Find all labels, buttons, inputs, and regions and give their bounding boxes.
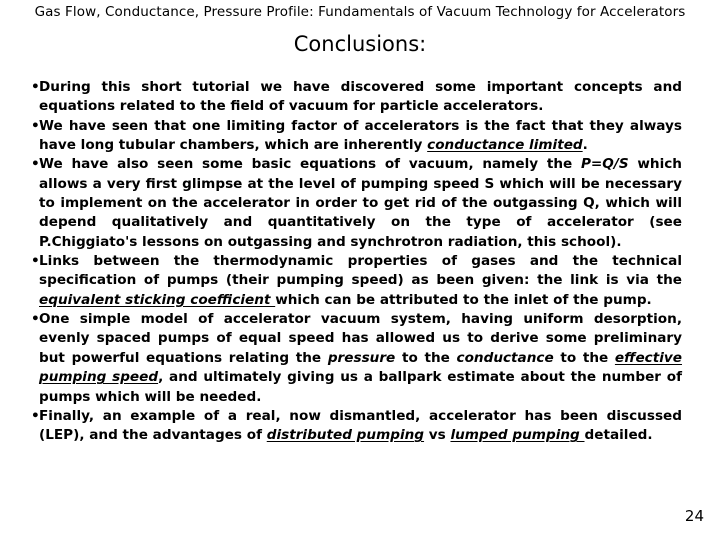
bullet-text: to the xyxy=(395,349,457,366)
bullet-text: We have seen that one limiting factor of accelerators is the fact that they always have long tubular chambers, which are inherently xyxy=(39,117,682,154)
bullet-icon: • xyxy=(31,79,40,95)
bullet-text: During this short tutorial we have discovered some important concepts and equations related to the field of vacuum for particle accelerators. xyxy=(39,79,682,115)
bullet-icon: • xyxy=(31,156,40,173)
conclusions-list xyxy=(32,78,682,446)
bullet-text: , and ultimately giving us a ballpark estimate about the number of pumps which will be needed. xyxy=(39,369,682,405)
emphasis-pressure: pressure xyxy=(327,349,396,366)
bullet-item xyxy=(32,117,682,156)
equation-pqs: P=Q/S xyxy=(580,156,629,173)
bullet-text: detailed. xyxy=(584,427,653,444)
bullet-item xyxy=(32,78,682,117)
bullet-item xyxy=(32,252,682,310)
bullet-text: to the xyxy=(553,349,615,366)
bullet-item xyxy=(32,407,682,446)
bullet-text: . xyxy=(582,137,588,154)
bullet-text: One simple model of accelerator vacuum system, having uniform desorption, evenly spaced pumps of equal speed has allowed us to derive some preliminary but powerful equations relating the xyxy=(39,311,682,366)
emphasis-lumped-pumping: lumped pumping xyxy=(450,427,585,444)
bullet-icon: • xyxy=(31,407,40,424)
emphasis-distributed-pumping: distributed pumping xyxy=(266,427,425,444)
bullet-text: We have also seen some basic equations of vacuum, namely the xyxy=(39,156,581,173)
page-number: 24 xyxy=(684,507,704,525)
bullet-text: which can be attributed to the inlet of the pump. xyxy=(275,291,652,308)
bullet-icon: • xyxy=(31,253,40,270)
bullet-text: Links between the thermodynamic properties of gases and the technical specification of pumps (their pumping speed) as been given: the link is via the xyxy=(39,253,682,289)
bullet-icon: • xyxy=(31,311,40,328)
emphasis-conductance-limited: conductance limited xyxy=(427,137,583,154)
bullet-item xyxy=(32,155,682,252)
slide-title: Conclusions: xyxy=(293,32,427,56)
bullet-text: Finally, an example of a real, now dismantled, accelerator has been discussed (LEP), and the advantages of xyxy=(39,407,682,444)
emphasis-equivalent-sticking-coefficient: equivalent sticking coefficient xyxy=(39,291,276,308)
bullet-item xyxy=(32,310,682,407)
emphasis-effective-pumping-speed: effective pumping speed xyxy=(39,349,682,386)
bullet-text: which allows a very first glimpse at the level of pumping speed S which will be necessary to implement on the accelerator in order to get rid of the outgassing Q, which will depend qualitatively and quantitatively on the type of accelerator (see P.Chiggiato's lessons on outgassing and synchrotron radiation, this school). xyxy=(39,156,682,250)
bullet-icon: • xyxy=(31,117,40,134)
emphasis-conductance: conductance xyxy=(456,349,554,366)
slide-header: Gas Flow, Conductance, Pressure Profile: Fundamentals of Vacuum Technology for Accelerators xyxy=(34,4,686,20)
bullet-text: vs xyxy=(424,427,451,444)
